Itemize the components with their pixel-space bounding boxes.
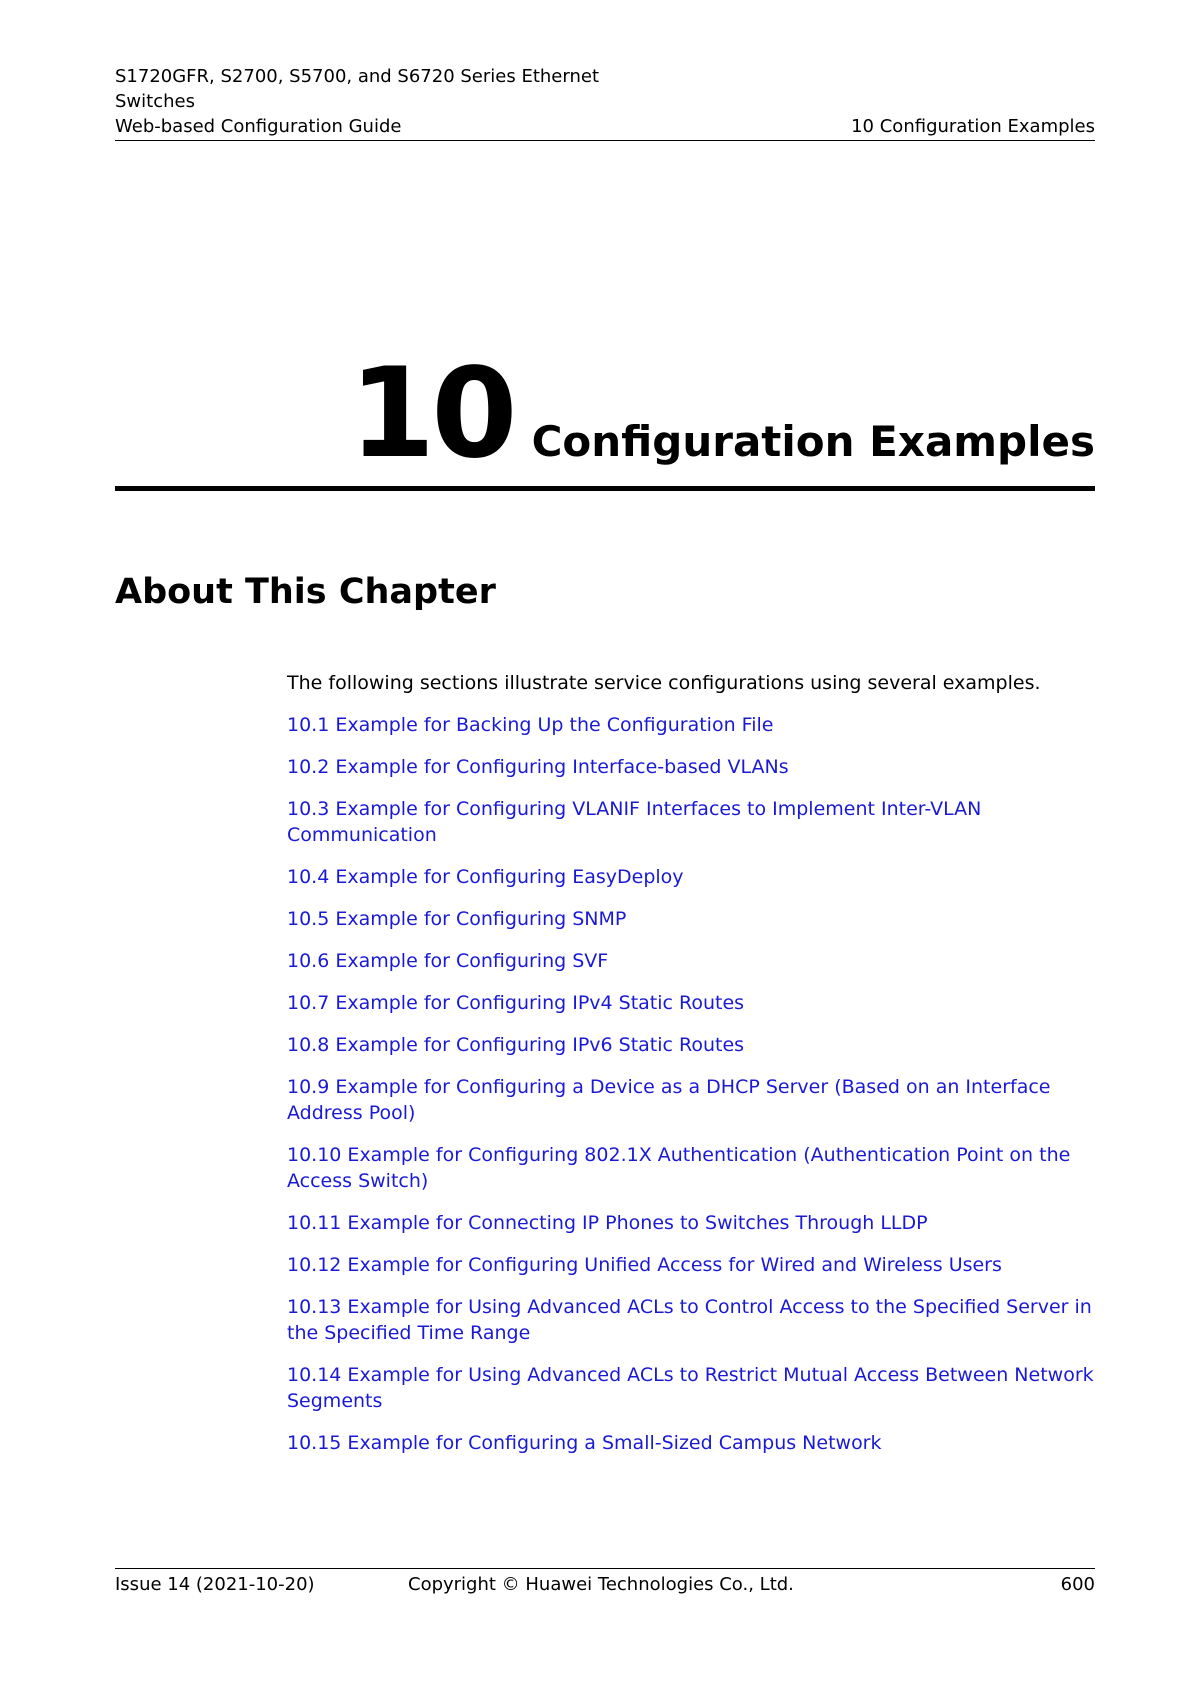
chapter-ref: 10 Configuration Examples xyxy=(851,116,1095,137)
page-footer xyxy=(115,1568,1095,1597)
intro-paragraph: The following sections illustrate service configurations using several examples. xyxy=(287,672,1041,694)
toc-link-10-4[interactable]: 10.4 Example for Configuring EasyDeploy xyxy=(287,866,684,888)
toc-item xyxy=(287,1252,1097,1278)
toc-item xyxy=(287,990,1097,1016)
toc-item xyxy=(287,864,1097,890)
toc-item xyxy=(287,1074,1097,1126)
toc-link-10-8[interactable]: 10.8 Example for Configuring IPv6 Static Routes xyxy=(287,1034,745,1056)
product-line-1: S1720GFR, S2700, S5700, and S6720 Series Ethernet xyxy=(115,66,599,87)
toc-item xyxy=(287,796,1097,848)
toc-link-10-5[interactable]: 10.5 Example for Configuring SNMP xyxy=(287,908,627,930)
toc-link-10-9[interactable]: 10.9 Example for Configuring a Device as a DHCP Server (Based on an Interface Address Pool) xyxy=(287,1076,1051,1124)
header-rule-row xyxy=(115,114,1095,141)
toc-item xyxy=(287,1142,1097,1194)
chapter-number: 10 xyxy=(349,342,514,486)
toc-item xyxy=(287,712,1097,738)
toc-link-10-1[interactable]: 10.1 Example for Backing Up the Configuration File xyxy=(287,714,774,736)
product-line-2: Switches xyxy=(115,91,195,112)
chapter-name: Configuration Examples xyxy=(531,417,1095,466)
issue-info: Issue 14 (2021-10-20) xyxy=(115,1574,315,1595)
toc-list xyxy=(287,712,1097,1456)
toc-item xyxy=(287,1210,1097,1236)
toc-link-10-3[interactable]: 10.3 Example for Configuring VLANIF Interfaces to Implement Inter-VLAN Communication xyxy=(287,798,982,846)
chapter-title xyxy=(115,342,1095,491)
section-heading: About This Chapter xyxy=(115,572,496,612)
toc-link-10-13[interactable]: 10.13 Example for Using Advanced ACLs to Control Access to the Specified Server in the Specified Time Range xyxy=(287,1296,1092,1344)
toc-link-10-15[interactable]: 10.15 Example for Configuring a Small-Sized Campus Network xyxy=(287,1432,882,1454)
toc-item xyxy=(287,948,1097,974)
toc-link-10-14[interactable]: 10.14 Example for Using Advanced ACLs to Restrict Mutual Access Between Network Segments xyxy=(287,1364,1094,1412)
copyright-notice: Copyright © Huawei Technologies Co., Ltd. xyxy=(408,1574,794,1595)
toc-link-10-11[interactable]: 10.11 Example for Connecting IP Phones to Switches Through LLDP xyxy=(287,1212,928,1234)
toc-item xyxy=(287,754,1097,780)
toc-link-10-12[interactable]: 10.12 Example for Configuring Unified Access for Wired and Wireless Users xyxy=(287,1254,1002,1276)
toc-item xyxy=(287,1362,1097,1414)
toc-link-10-2[interactable]: 10.2 Example for Configuring Interface-based VLANs xyxy=(287,756,789,778)
toc-link-10-7[interactable]: 10.7 Example for Configuring IPv4 Static Routes xyxy=(287,992,745,1014)
toc-item xyxy=(287,1430,1097,1456)
page-header xyxy=(115,64,1095,141)
toc-link-10-10[interactable]: 10.10 Example for Configuring 802.1X Authentication (Authentication Point on the Access Switch) xyxy=(287,1144,1071,1192)
toc-item xyxy=(287,1294,1097,1346)
guide-title: Web-based Configuration Guide xyxy=(115,116,402,137)
page-number: 600 xyxy=(1060,1574,1095,1595)
toc-item xyxy=(287,1032,1097,1058)
toc-item xyxy=(287,906,1097,932)
toc-link-10-6[interactable]: 10.6 Example for Configuring SVF xyxy=(287,950,609,972)
chapter-content xyxy=(287,670,1097,1472)
